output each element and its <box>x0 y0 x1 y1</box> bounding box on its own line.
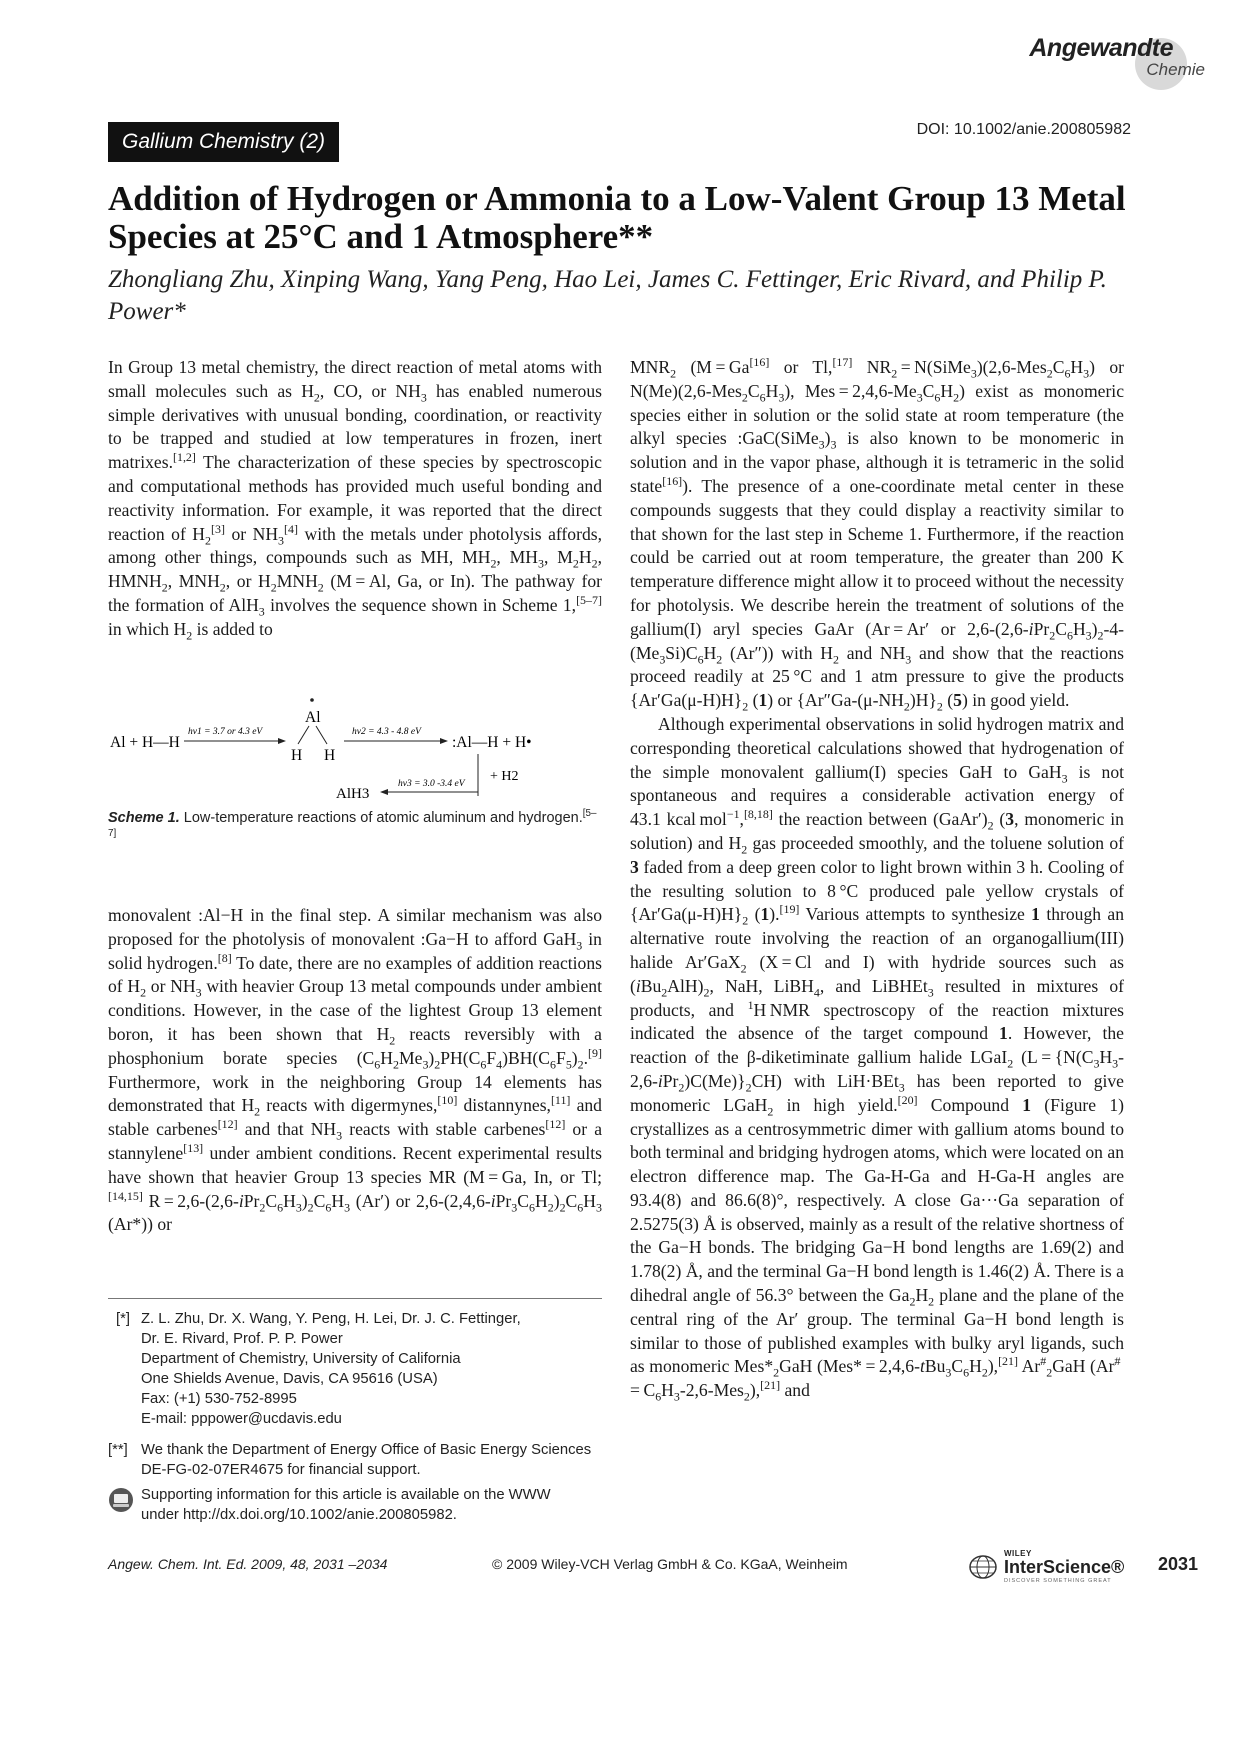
supporting-information-icon <box>108 1487 134 1513</box>
footnote-line: We thank the Department of Energy Office of Basic Energy Sciences <box>141 1442 592 1458</box>
scheme-arrow1-head <box>278 738 286 744</box>
scheme-arrow3-head <box>380 789 388 795</box>
brand-wiley: WILEY <box>1004 1549 1032 1558</box>
body-text-left-bottom <box>108 904 602 1237</box>
footnote-line: DE-FG-02-07ER4675 for financial support. <box>141 1462 421 1478</box>
scheme-intermediate-metal: Al <box>305 709 321 726</box>
paragraph: monovalent :Al−H in the final step. A similar mechanism was also proposed for the photolysis of monovalent :Ga−H to afford GaH$_3$ in solid hydrogen.[8] To date, there are no examples of addition reactions of $H_2$ or $NH_3$ with heavier Group 13 metal compounds under ambient conditions. However, in the case of the lightest Group 13 element boron, it has been shown that $H_2$ reacts reversibly with a phosphonium borate species $(C_6H_2Me_3)_2PH(C_6F_4)BH(C_6F_5)_2.[9]$ Furthermore, work in the neighboring Group 14 elements has demonstrated that $H_2$ reacts with digermynes,[10] distannynes,[11] and stable carbenes[12] and that $NH_3$ reacts with stable carbenes[12] or a stannylene[13] under ambient conditions. Recent experimental results have shown that heavier Group 13 species MR (M = Ga, In, or Tl;[14,15] $R = 2,6-(2,6-iPr_2C_6H_3)_2C_6H_3$ (Ar′) or $2,6-(2,4,6-iPr_3C_6H_2)_2C_6H_3$ (Ar*)) or <box>108 905 602 1235</box>
scheme-caption-label: Scheme 1. <box>108 810 180 826</box>
footnote-line: One Shields Avenue, Davis, CA 95616 (USA) <box>141 1371 438 1387</box>
article-title: Addition of Hydrogen or Ammonia to a Low-Valent Group 13 Metal Species at 25°C and 1 Atmosphere** <box>108 179 1126 256</box>
journal-logo <box>1007 28 1207 86</box>
body-text-left-top <box>108 356 602 642</box>
scheme-1-diagram <box>108 688 602 800</box>
scheme-h-left: H <box>291 747 303 764</box>
logo-main-text: Angewandte <box>1029 34 1173 62</box>
footnote-line: Supporting information for this article is available on the WWW <box>141 1487 551 1503</box>
author-list: Zhongliang Zhu, Xinping Wang, Yang Peng, Hao Lei, James C. Fettinger, Eric Rivard, and Philip P. Power* <box>108 266 1107 325</box>
logo-sub-text: Chemie <box>1146 60 1205 79</box>
footer-citation: Angew. Chem. Int. Ed. 2009, 48, 2031 –2034 <box>108 1556 388 1572</box>
interscience-globe-icon <box>968 1554 998 1580</box>
footnote-line: Fax: (+1) 530-752-8995 <box>141 1391 297 1407</box>
scheme-reactant: Al + H—H <box>110 734 180 751</box>
body-text-right <box>630 356 1124 1403</box>
scheme-arrow2-head <box>440 738 448 744</box>
footnote-line: Dr. E. Rivard, Prof. P. P. Power <box>141 1331 343 1347</box>
scheme-arrow3-label: hν3 = 3.0 -3.4 eV <box>398 779 465 789</box>
radical-dot <box>310 698 314 702</box>
brand-name: InterScience® <box>1004 1557 1125 1577</box>
footnote-line: Z. L. Zhu, Dr. X. Wang, Y. Peng, H. Lei, Dr. J. C. Fettinger, <box>141 1311 521 1327</box>
scheme-product: :Al—H + H• <box>452 734 532 751</box>
footnote-affiliation <box>108 1309 602 1429</box>
scheme-1-figure <box>108 688 602 800</box>
footnote-acknowledgment <box>108 1440 602 1480</box>
interscience-logo <box>968 1549 1138 1584</box>
footnote-line: Department of Chemistry, University of California <box>141 1351 461 1367</box>
bond-line <box>298 726 309 744</box>
doi[interactable]: DOI: 10.1002/anie.200805982 <box>916 121 1131 138</box>
scheme-caption <box>108 808 602 848</box>
footer-copyright: © 2009 Wiley-VCH Verlag GmbH & Co. KGaA, Weinheim <box>492 1556 848 1572</box>
footnote-mark: [*] <box>116 1311 130 1327</box>
section-tag: Gallium Chemistry (2) <box>108 122 339 162</box>
page-footer <box>108 1549 1198 1584</box>
scheme-caption-ref: [5–7] <box>108 808 597 840</box>
paragraph: Although experimental observations in solid hydrogen matrix and corresponding theoretical calculations showed that hydrogenation of the simple monovalent gallium(I) species GaH to GaH$_3$ is not spontaneous and requires a considerable activation energy of 43.1 kcal mol$^{-1}$,[8,18] the reaction between $(GaAr')_2$ (3, monomeric in solution) and $H_2$ gas proceeded smoothly, and the toluene solution of 3 faded from a deep green color to light brown within 3 h. Cooling of the resulting solution to 8 °C produced pale yellow crystals of $\{Ar'Ga(\mu-H)H\}_2$ (1).[19] Various attempts to synthesize 1 through an alternative route involving the reaction of an organogallium(III) halide Ar′GaX$_2$ (X = Cl and I) with hydride sources such as $(iBu_2AlH)_2$, NaH, LiBH$_4$, and LiBHEt$_3$ resulted in mixtures of products, and $^1$H NMR spectroscopy of the reaction mixtures indicated the absence of the target compound 1. However, the reaction of the β-diketiminate gallium halide LGaI$_2$ $(L = \{N(C_3H_3-2,6-iPr_2)C(Me)\}_2CH)$ with LiH·BEt$_3$ has been reported to give monomeric LGaH$_2$ in high yield.[20] Compound 1 (Figure 1) crystallizes as a centrosymmetric dimer with gallium atoms bound to both terminal and bridging hydrogen atoms, which were located on an electron difference map. The Ga-H-Ga and H-Ga-H angles are 93.4(8) and 86.6(8)°, respectively. A close Ga···Ga separation of 2.5275(3) Å is observed, mainly as a result of the relative shortness of the Ga−H bonds. The bridging Ga−H bond lengths are 1.69(2) and 1.78(2) Å, and the terminal Ga−H bond length is 1.46(2) Å. There is a dihedral angle of 56.3° between the $Ga_2H_2$ plane and the plane of the central ring of the Ar′ group. The terminal Ga−H bond length is similar to those of published examples with bulky aryl ligands, such as monomeric $Mes*_2GaH$ $(Mes* = 2,4,6-tBu_3C_6H_2),[21]$ $Ar^{\#}_2GaH$ $(Ar^{\#} = C_6H_3-2,6-Mes_2),[21]$ and <box>630 713 1124 1404</box>
scheme-h-right: H <box>324 747 336 764</box>
footnote-link[interactable]: under http://dx.doi.org/10.1002/anie.200805982. <box>141 1507 457 1523</box>
scheme-plus-h2: + H2 <box>490 769 519 784</box>
brand-tagline: DISCOVER SOMETHING GREAT <box>1004 1578 1112 1584</box>
scheme-arrow1-label: hν1 = 3.7 or 4.3 eV <box>188 727 263 737</box>
footnote-supporting-info <box>108 1485 602 1525</box>
scheme-caption-text: Low-temperature reactions of atomic aluminum and hydrogen. <box>183 810 583 826</box>
scheme-final-product: AlH3 <box>336 786 370 800</box>
footnote-rule <box>108 1298 602 1299</box>
page-number: 2031 <box>1157 1554 1198 1574</box>
paragraph: In Group 13 metal chemistry, the direct reaction of metal atoms with small molecules such as $H_2$, CO, or $NH_3$ has enabled numerous simple derivatives with unusual bonding, coordination, or reactivity to be trapped and studied at low temperatures in frozen, inert matrixes.[1,2] The characterization of these species by spectroscopic and computational methods has provided much useful bonding and reactivity information. For example, it was reported that the direct reaction of $H_2[3]$ or $NH_3[4]$ with the metals under photolysis affords, among other things, compounds such as MH, $MH_2$, $MH_3$, $M_2H_2$, $HMNH_2$, $MNH_2$, or $H_2MNH_2$ (M = Al, Ga, or In). The pathway for the formation of AlH$_3$ involves the sequence shown in Scheme 1,[5–7] in which $H_2$ is added to <box>108 357 602 643</box>
paragraph: $MNR_2$ (M = Ga[16] or Tl,[17] $NR_2$ = $N(SiMe_3)(2,6-Mes_2C_6H_3)$ or $N(Me)(2,6-Mes_2C_6H_3)$, Mes = $2,4,6-Me_3C_6H_2$) exist as monomeric species either in solution or the solid state at room temperature (the alkyl species $:GaC(SiMe_3)_3$ is also known to be monomeric in solution and in the vapor phase, although it is tetrameric in the solid state[16]). The presence of a one-coordinate metal center in these compounds suggests that they could display a reactivity similar to that shown for the last step in Scheme 1. Furthermore, if the reaction could be carried out at room temperature, the greater than 200 K temperature difference might allow it to proceed without the necessity for photolysis. We describe herein the treatment of solutions of the gallium(I) aryl species GaAr (Ar = Ar′ or $2,6-(2,6-iPr_2C_6H_3)_2-4-(Me_3Si)C_6H_2$ (Ar″)) with $H_2$ and $NH_3$ and show that the reactions proceed readily at 25 °C and 1 atm pressure to give the products $\{Ar'Ga(\mu-H)H\}_2$ (1) or $\{Ar''Ga-(\mu-NH_2)H\}_2$ (5) in good yield. <box>630 355 1125 714</box>
bond-line <box>316 726 327 744</box>
scheme-arrow2-label: hν2 = 4.3 - 4.8 eV <box>352 727 421 737</box>
footnote-email[interactable]: E-mail: pppower@ucdavis.edu <box>141 1411 342 1427</box>
footnote-mark: [**] <box>108 1442 128 1458</box>
